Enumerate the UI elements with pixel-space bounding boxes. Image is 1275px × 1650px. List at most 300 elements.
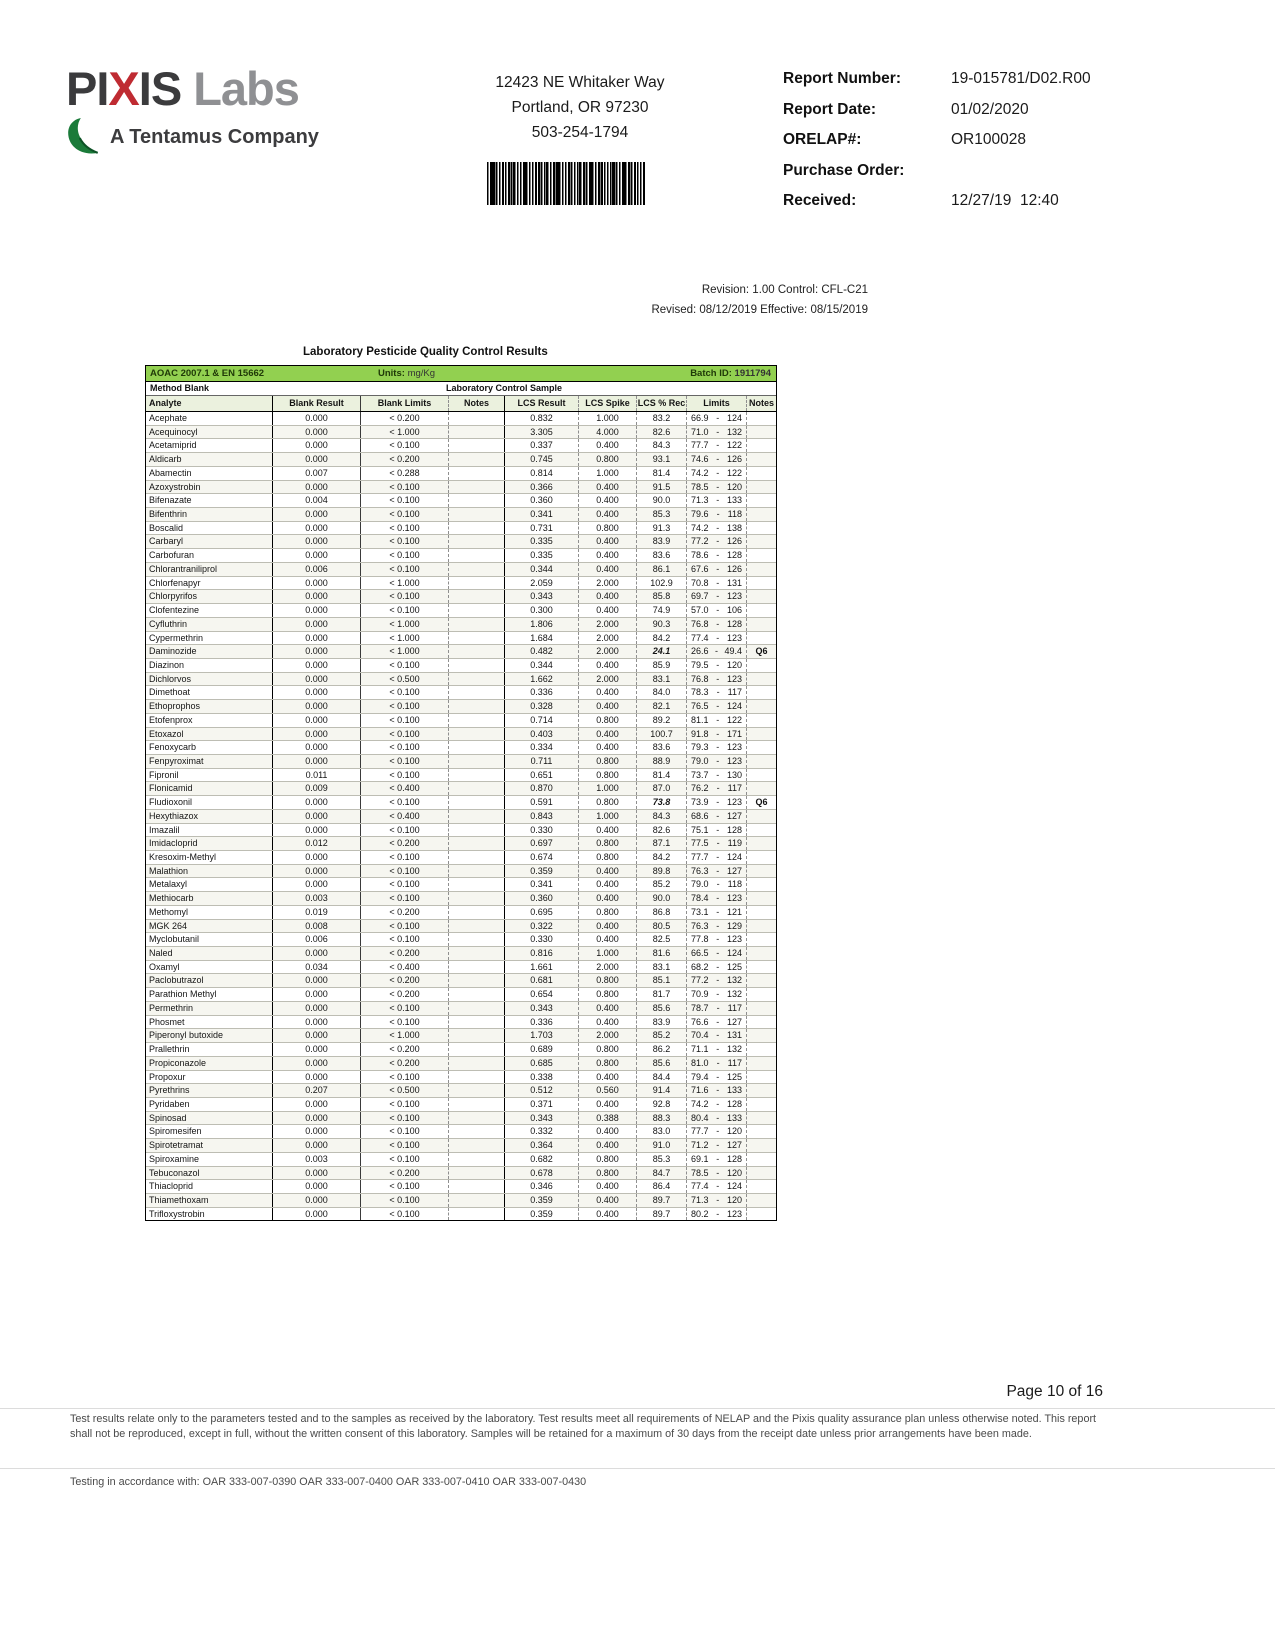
lcs-rec-cell: 91.5 bbox=[637, 481, 687, 494]
lcs-rec-cell: 81.4 bbox=[637, 769, 687, 782]
lcs-rec-cell: 83.6 bbox=[637, 741, 687, 754]
lcs-spike-cell: 0.400 bbox=[579, 933, 637, 946]
limits-dash: - bbox=[716, 413, 720, 423]
blank-notes-cell bbox=[449, 481, 505, 494]
limits-value: 123 bbox=[726, 934, 742, 945]
table-row bbox=[146, 603, 776, 617]
limits-dash: - bbox=[716, 1181, 720, 1192]
lcs-spike-cell: 0.400 bbox=[579, 1016, 637, 1029]
lcs-spike-cell: 0.400 bbox=[579, 1125, 637, 1138]
table-row bbox=[146, 727, 776, 741]
blank-notes-cell bbox=[449, 920, 505, 933]
lcs-limits-cell bbox=[687, 837, 747, 850]
limits-value: 123 bbox=[726, 797, 742, 808]
table-row bbox=[146, 672, 776, 686]
blank-result-cell: 0.000 bbox=[273, 865, 361, 878]
limits-dash: - bbox=[716, 742, 720, 753]
analyte-cell: Thiamethoxam bbox=[146, 1194, 273, 1207]
lcs-limits-cell bbox=[687, 467, 747, 480]
analyte-cell: Phosmet bbox=[146, 1016, 273, 1029]
analyte-cell: Flonicamid bbox=[146, 782, 273, 795]
table-row bbox=[146, 548, 776, 562]
analyte-cell: Myclobutanil bbox=[146, 933, 273, 946]
lcs-notes-cell bbox=[747, 755, 776, 768]
blank-notes-cell bbox=[449, 892, 505, 905]
revision-line: Revision: 1.00 Control: CFL-C21 bbox=[701, 284, 868, 296]
limits-value: 125 bbox=[726, 1071, 742, 1082]
limits-value: 132 bbox=[726, 1044, 742, 1055]
lcs-notes-cell bbox=[747, 728, 776, 741]
logo-text-accent: X bbox=[108, 62, 139, 115]
lcs-notes-cell bbox=[747, 782, 776, 795]
limits-value: 66.5 bbox=[691, 948, 709, 959]
analyte-cell: Abamectin bbox=[146, 467, 273, 480]
analyte-cell: Fipronil bbox=[146, 769, 273, 782]
field-value: 19-015781/D02.R00 bbox=[951, 70, 1091, 87]
blank-limits-cell: < 0.100 bbox=[361, 590, 449, 603]
limits-dash: - bbox=[716, 440, 720, 451]
table-row bbox=[146, 781, 776, 795]
blank-result-cell: 0.034 bbox=[273, 961, 361, 974]
lcs-notes-cell bbox=[747, 1016, 776, 1029]
limits-value: 123 bbox=[726, 893, 742, 904]
lcs-spike-cell: 0.800 bbox=[579, 837, 637, 850]
blank-result-cell: 0.000 bbox=[273, 1029, 361, 1042]
limits-value: 74.2 bbox=[691, 467, 709, 478]
table-row bbox=[146, 823, 776, 837]
lcs-result-cell: 0.330 bbox=[505, 933, 579, 946]
blank-notes-cell bbox=[449, 974, 505, 987]
lcs-spike-cell: 0.400 bbox=[579, 494, 637, 507]
lcs-notes-cell bbox=[747, 467, 776, 480]
lcs-spike-cell: 0.800 bbox=[579, 988, 637, 1001]
lcs-rec-cell: 89.7 bbox=[637, 1208, 687, 1221]
lcs-spike-cell: 0.800 bbox=[579, 714, 637, 727]
tentamus-leaf-icon bbox=[66, 118, 102, 156]
limits-value: 126 bbox=[726, 454, 742, 465]
lcs-limits-cell bbox=[687, 522, 747, 535]
blank-notes-cell bbox=[449, 467, 505, 480]
col-header-notes2: Notes bbox=[748, 398, 774, 408]
blank-result-cell: 0.000 bbox=[273, 947, 361, 960]
lcs-spike-cell: 0.400 bbox=[579, 686, 637, 699]
lcs-notes-cell bbox=[747, 865, 776, 878]
lcs-limits-cell bbox=[687, 769, 747, 782]
limits-dash: - bbox=[716, 824, 720, 835]
limits-value: 71.1 bbox=[691, 1044, 709, 1055]
blank-notes-cell bbox=[449, 659, 505, 672]
lcs-notes-cell bbox=[747, 810, 776, 823]
analyte-cell: Tebuconazol bbox=[146, 1167, 273, 1180]
blank-notes-cell bbox=[449, 1180, 505, 1193]
lcs-rec-cell: 85.6 bbox=[637, 1057, 687, 1070]
limits-value: 131 bbox=[726, 577, 742, 588]
lcs-spike-cell: 0.800 bbox=[579, 851, 637, 864]
blank-result-cell: 0.000 bbox=[273, 686, 361, 699]
lcs-notes-cell bbox=[747, 1180, 776, 1193]
analyte-cell: Boscalid bbox=[146, 522, 273, 535]
report-info-row bbox=[783, 101, 1091, 132]
lcs-rec-cell: 85.1 bbox=[637, 974, 687, 987]
lcs-result-cell: 0.359 bbox=[505, 865, 579, 878]
limits-value: 120 bbox=[726, 659, 742, 670]
address-line: 503-254-1794 bbox=[531, 124, 629, 141]
blank-notes-cell bbox=[449, 645, 505, 658]
limits-dash: - bbox=[716, 906, 720, 917]
lcs-result-cell: 0.711 bbox=[505, 755, 579, 768]
blank-limits-cell: < 1.000 bbox=[361, 618, 449, 631]
blank-limits-cell: < 0.100 bbox=[361, 549, 449, 562]
lcs-limits-cell bbox=[687, 933, 747, 946]
lcs-spike-cell: 0.400 bbox=[579, 892, 637, 905]
lcs-notes-cell bbox=[747, 906, 776, 919]
lcs-spike-cell: 0.400 bbox=[579, 878, 637, 891]
blank-notes-cell bbox=[449, 837, 505, 850]
lcs-limits-cell bbox=[687, 796, 747, 809]
blank-notes-cell bbox=[449, 590, 505, 603]
lcs-notes-cell bbox=[747, 632, 776, 645]
blank-result-cell: 0.000 bbox=[273, 755, 361, 768]
limits-dash: - bbox=[716, 948, 720, 959]
blank-limits-cell: < 0.200 bbox=[361, 453, 449, 466]
blank-limits-cell: < 1.000 bbox=[361, 632, 449, 645]
lcs-spike-cell: 2.000 bbox=[579, 645, 637, 658]
limits-value: 74.6 bbox=[691, 454, 709, 465]
table-row bbox=[146, 740, 776, 754]
limits-value: 132 bbox=[726, 989, 742, 1000]
table-row bbox=[146, 1070, 776, 1084]
blank-notes-cell bbox=[449, 1139, 505, 1152]
table-row bbox=[146, 1042, 776, 1056]
lcs-rec-cell: 82.5 bbox=[637, 933, 687, 946]
lcs-spike-cell: 0.800 bbox=[579, 453, 637, 466]
analyte-cell: Propoxur bbox=[146, 1071, 273, 1084]
logo-text-labs: Labs bbox=[193, 62, 299, 115]
field-label: Received: bbox=[783, 192, 857, 209]
limits-value: 77.7 bbox=[691, 440, 709, 451]
blank-notes-cell bbox=[449, 1125, 505, 1138]
table-row bbox=[146, 905, 776, 919]
lcs-notes-cell bbox=[747, 824, 776, 837]
lcs-spike-cell: 2.000 bbox=[579, 1029, 637, 1042]
lcs-notes-cell bbox=[747, 522, 776, 535]
blank-notes-cell bbox=[449, 439, 505, 452]
limits-value: 68.2 bbox=[691, 961, 709, 972]
lcs-limits-cell bbox=[687, 686, 747, 699]
blank-notes-cell bbox=[449, 1029, 505, 1042]
limits-dash: - bbox=[716, 961, 720, 972]
lcs-result-cell: 0.360 bbox=[505, 892, 579, 905]
lcs-notes-cell: Q6 bbox=[755, 797, 768, 808]
blank-result-cell: 0.000 bbox=[273, 1167, 361, 1180]
logo-tagline: A Tentamus Company bbox=[110, 125, 319, 148]
lcs-result-cell: 0.843 bbox=[505, 810, 579, 823]
limits-dash: - bbox=[716, 536, 720, 547]
limits-dash: - bbox=[716, 1126, 720, 1137]
limits-dash: - bbox=[716, 810, 720, 821]
limits-value: 79.0 bbox=[691, 755, 709, 766]
lcs-rec-cell: 100.7 bbox=[637, 728, 687, 741]
col-header-analyte: Analyte bbox=[146, 396, 273, 411]
table-title: Laboratory Pesticide Quality Control Results bbox=[303, 346, 548, 358]
col-header-blank-limits: Blank Limits bbox=[361, 396, 449, 411]
lcs-spike-cell: 4.000 bbox=[579, 426, 637, 439]
blank-limits-cell: < 0.100 bbox=[361, 1125, 449, 1138]
blank-result-cell: 0.000 bbox=[273, 522, 361, 535]
lcs-result-cell: 0.681 bbox=[505, 974, 579, 987]
lcs-result-cell: 1.684 bbox=[505, 632, 579, 645]
blank-result-cell: 0.000 bbox=[273, 659, 361, 672]
revision-info bbox=[550, 280, 868, 320]
analyte-cell: Azoxystrobin bbox=[146, 481, 273, 494]
blank-notes-cell bbox=[449, 632, 505, 645]
blank-result-cell: 0.000 bbox=[273, 453, 361, 466]
limits-value: 80.4 bbox=[691, 1112, 709, 1123]
field-label: Purchase Order: bbox=[783, 161, 905, 179]
limits-value: 75.1 bbox=[691, 824, 709, 835]
field-value: 01/02/2020 bbox=[951, 100, 1029, 118]
table-row bbox=[146, 891, 776, 905]
table-section-row bbox=[146, 382, 776, 395]
lcs-result-cell: 1.662 bbox=[505, 673, 579, 686]
limits-value: 79.6 bbox=[691, 509, 709, 520]
limits-value: 122 bbox=[726, 467, 742, 478]
lcs-notes-cell bbox=[747, 1098, 776, 1111]
lcs-spike-cell: 0.400 bbox=[579, 1208, 637, 1221]
lcs-spike-cell: 0.800 bbox=[579, 522, 637, 535]
table-row bbox=[146, 919, 776, 933]
lcs-rec-cell: 73.8 bbox=[637, 796, 687, 809]
limits-value: 77.4 bbox=[691, 1181, 709, 1192]
lcs-spike-cell: 0.400 bbox=[579, 1139, 637, 1152]
limits-dash: - bbox=[716, 1194, 720, 1205]
blank-notes-cell bbox=[449, 1057, 505, 1070]
lcs-limits-cell bbox=[687, 728, 747, 741]
report-info-row bbox=[783, 70, 1091, 101]
lcs-result-cell: 0.674 bbox=[505, 851, 579, 864]
limits-value: 71.3 bbox=[691, 1194, 709, 1205]
limits-value: 81.0 bbox=[691, 1057, 709, 1068]
blank-limits-cell: < 0.200 bbox=[361, 947, 449, 960]
report-info-row bbox=[783, 131, 1091, 162]
lcs-result-cell: 2.059 bbox=[505, 577, 579, 590]
limits-dash: - bbox=[716, 426, 720, 437]
limits-dash: - bbox=[716, 577, 720, 588]
lcs-spike-cell: 1.000 bbox=[579, 412, 637, 425]
batch-field bbox=[690, 366, 771, 381]
lcs-limits-cell bbox=[687, 1208, 747, 1221]
lcs-result-cell: 0.360 bbox=[505, 494, 579, 507]
lcs-result-cell: 0.343 bbox=[505, 1112, 579, 1125]
lcs-limits-cell bbox=[687, 920, 747, 933]
lcs-spike-cell: 0.400 bbox=[579, 481, 637, 494]
lcs-rec-cell: 93.1 bbox=[637, 453, 687, 466]
table-row bbox=[146, 1111, 776, 1125]
lcs-limits-cell bbox=[687, 426, 747, 439]
analyte-cell: Imidacloprid bbox=[146, 837, 273, 850]
blank-notes-cell bbox=[449, 563, 505, 576]
lcs-notes-cell bbox=[747, 412, 776, 425]
limits-dash: - bbox=[716, 659, 720, 670]
blank-limits-cell: < 0.100 bbox=[361, 1208, 449, 1221]
table-row bbox=[146, 932, 776, 946]
blank-notes-cell bbox=[449, 1153, 505, 1166]
lcs-limits-cell bbox=[687, 1071, 747, 1084]
blank-notes-cell bbox=[449, 1167, 505, 1180]
blank-notes-cell bbox=[449, 604, 505, 617]
blank-result-cell: 0.000 bbox=[273, 590, 361, 603]
limits-value: 126 bbox=[726, 563, 742, 574]
lcs-result-cell: 0.335 bbox=[505, 549, 579, 562]
analyte-cell: Carbofuran bbox=[146, 549, 273, 562]
lcs-spike-cell: 0.400 bbox=[579, 728, 637, 741]
limits-value: 120 bbox=[726, 1194, 742, 1205]
lcs-rec-cell: 85.9 bbox=[637, 659, 687, 672]
blank-notes-cell bbox=[449, 782, 505, 795]
blank-limits-cell: < 0.100 bbox=[361, 714, 449, 727]
pixis-labs-logo bbox=[66, 64, 319, 156]
limits-dash: - bbox=[716, 714, 720, 725]
lcs-limits-cell bbox=[687, 906, 747, 919]
lcs-result-cell: 0.341 bbox=[505, 508, 579, 521]
lcs-rec-cell: 84.0 bbox=[637, 686, 687, 699]
lcs-notes-cell bbox=[747, 686, 776, 699]
limits-dash: - bbox=[716, 797, 720, 808]
limits-value: 71.0 bbox=[691, 426, 709, 437]
limits-value: 117 bbox=[727, 1002, 742, 1013]
analyte-cell: Spirotetramat bbox=[146, 1139, 273, 1152]
col-header-lcs-result: LCS Result bbox=[505, 396, 579, 411]
limits-value: 71.2 bbox=[691, 1140, 709, 1151]
limits-value: 76.8 bbox=[691, 618, 709, 629]
table-row bbox=[146, 562, 776, 576]
limits-dash: - bbox=[716, 591, 720, 602]
lcs-limits-cell bbox=[687, 508, 747, 521]
analyte-cell: Hexythiazox bbox=[146, 810, 273, 823]
limits-dash: - bbox=[716, 1140, 720, 1151]
table-row bbox=[146, 1001, 776, 1015]
blank-result-cell: 0.006 bbox=[273, 933, 361, 946]
table-row bbox=[146, 864, 776, 878]
blank-limits-cell: < 0.500 bbox=[361, 1084, 449, 1097]
lcs-limits-cell bbox=[687, 1112, 747, 1125]
lcs-rec-cell: 83.1 bbox=[637, 961, 687, 974]
table-row bbox=[146, 1097, 776, 1111]
blank-limits-cell: < 0.100 bbox=[361, 481, 449, 494]
blank-result-cell: 0.000 bbox=[273, 824, 361, 837]
blank-result-cell: 0.000 bbox=[273, 439, 361, 452]
lcs-result-cell: 0.814 bbox=[505, 467, 579, 480]
blank-limits-cell: < 0.100 bbox=[361, 686, 449, 699]
lcs-rec-cell: 89.8 bbox=[637, 865, 687, 878]
limits-dash: - bbox=[716, 673, 720, 684]
table-row bbox=[146, 466, 776, 480]
table-row bbox=[146, 425, 776, 439]
lcs-result-cell: 0.337 bbox=[505, 439, 579, 452]
blank-notes-cell bbox=[449, 988, 505, 1001]
limits-value: 117 bbox=[727, 687, 742, 698]
blank-result-cell: 0.000 bbox=[273, 1139, 361, 1152]
limits-value: 76.6 bbox=[691, 1016, 709, 1027]
analyte-cell: Pyridaben bbox=[146, 1098, 273, 1111]
table-row bbox=[146, 617, 776, 631]
lcs-result-cell: 0.344 bbox=[505, 659, 579, 672]
table-row bbox=[146, 631, 776, 645]
lcs-limits-cell bbox=[687, 673, 747, 686]
lcs-notes-cell bbox=[747, 947, 776, 960]
limits-value: 81.1 bbox=[691, 714, 709, 725]
limits-value: 117 bbox=[727, 1057, 742, 1068]
lcs-spike-cell: 0.800 bbox=[579, 974, 637, 987]
limits-value: 74.2 bbox=[691, 1098, 709, 1109]
limits-dash: - bbox=[716, 852, 720, 862]
field-label: Report Date: bbox=[783, 100, 877, 118]
limits-value: 69.1 bbox=[691, 1153, 709, 1164]
limits-value: 124 bbox=[726, 948, 742, 959]
lcs-result-cell: 0.685 bbox=[505, 1057, 579, 1070]
analyte-cell: Trifloxystrobin bbox=[146, 1208, 273, 1221]
method-name: AOAC 2007.1 & EN 15662 bbox=[150, 368, 265, 379]
limits-value: 73.1 bbox=[691, 906, 709, 917]
lcs-rec-cell: 87.1 bbox=[637, 837, 687, 850]
blank-limits-cell: < 0.200 bbox=[361, 988, 449, 1001]
table-row bbox=[146, 1207, 776, 1221]
limits-value: 123 bbox=[726, 632, 742, 643]
blank-limits-cell: < 0.288 bbox=[361, 467, 449, 480]
limits-dash: - bbox=[716, 687, 720, 698]
analyte-cell: Acetamiprid bbox=[146, 439, 273, 452]
lcs-limits-cell bbox=[687, 590, 747, 603]
blank-limits-cell: < 0.400 bbox=[361, 782, 449, 795]
blank-notes-cell bbox=[449, 961, 505, 974]
analyte-cell: Daminozide bbox=[146, 645, 273, 658]
lcs-rec-cell: 85.3 bbox=[637, 1153, 687, 1166]
limits-value: 122 bbox=[726, 440, 742, 451]
lcs-result-cell: 0.334 bbox=[505, 741, 579, 754]
table-row bbox=[146, 534, 776, 548]
blank-limits-cell: < 0.500 bbox=[361, 673, 449, 686]
report-info-row bbox=[783, 192, 1091, 223]
col-header-lcs-spike: LCS Spike bbox=[579, 396, 637, 411]
blank-limits-cell: < 0.200 bbox=[361, 974, 449, 987]
lcs-rec-cell: 84.3 bbox=[637, 439, 687, 452]
limits-value: 128 bbox=[726, 1098, 742, 1109]
report-info-row bbox=[783, 162, 1091, 193]
lcs-rec-cell: 74.9 bbox=[637, 604, 687, 617]
lcs-rec-cell: 86.1 bbox=[637, 563, 687, 576]
blank-notes-cell bbox=[449, 865, 505, 878]
lcs-result-cell: 0.689 bbox=[505, 1043, 579, 1056]
lcs-notes-cell bbox=[747, 494, 776, 507]
blank-result-cell: 0.000 bbox=[273, 974, 361, 987]
lcs-limits-cell bbox=[687, 439, 747, 452]
lcs-result-cell: 0.678 bbox=[505, 1167, 579, 1180]
limits-dash: - bbox=[716, 1044, 720, 1055]
lcs-limits-cell bbox=[687, 878, 747, 891]
blank-notes-cell bbox=[449, 549, 505, 562]
limits-dash: - bbox=[716, 522, 720, 533]
lcs-limits-cell bbox=[687, 988, 747, 1001]
limits-value: 70.8 bbox=[691, 577, 709, 588]
limits-dash: - bbox=[716, 1002, 720, 1013]
table-row bbox=[146, 713, 776, 727]
blank-limits-cell: < 0.100 bbox=[361, 1194, 449, 1207]
blank-limits-cell: < 0.200 bbox=[361, 906, 449, 919]
blank-notes-cell bbox=[449, 755, 505, 768]
blank-notes-cell bbox=[449, 522, 505, 535]
lcs-spike-cell: 0.400 bbox=[579, 439, 637, 452]
lcs-notes-cell bbox=[747, 426, 776, 439]
